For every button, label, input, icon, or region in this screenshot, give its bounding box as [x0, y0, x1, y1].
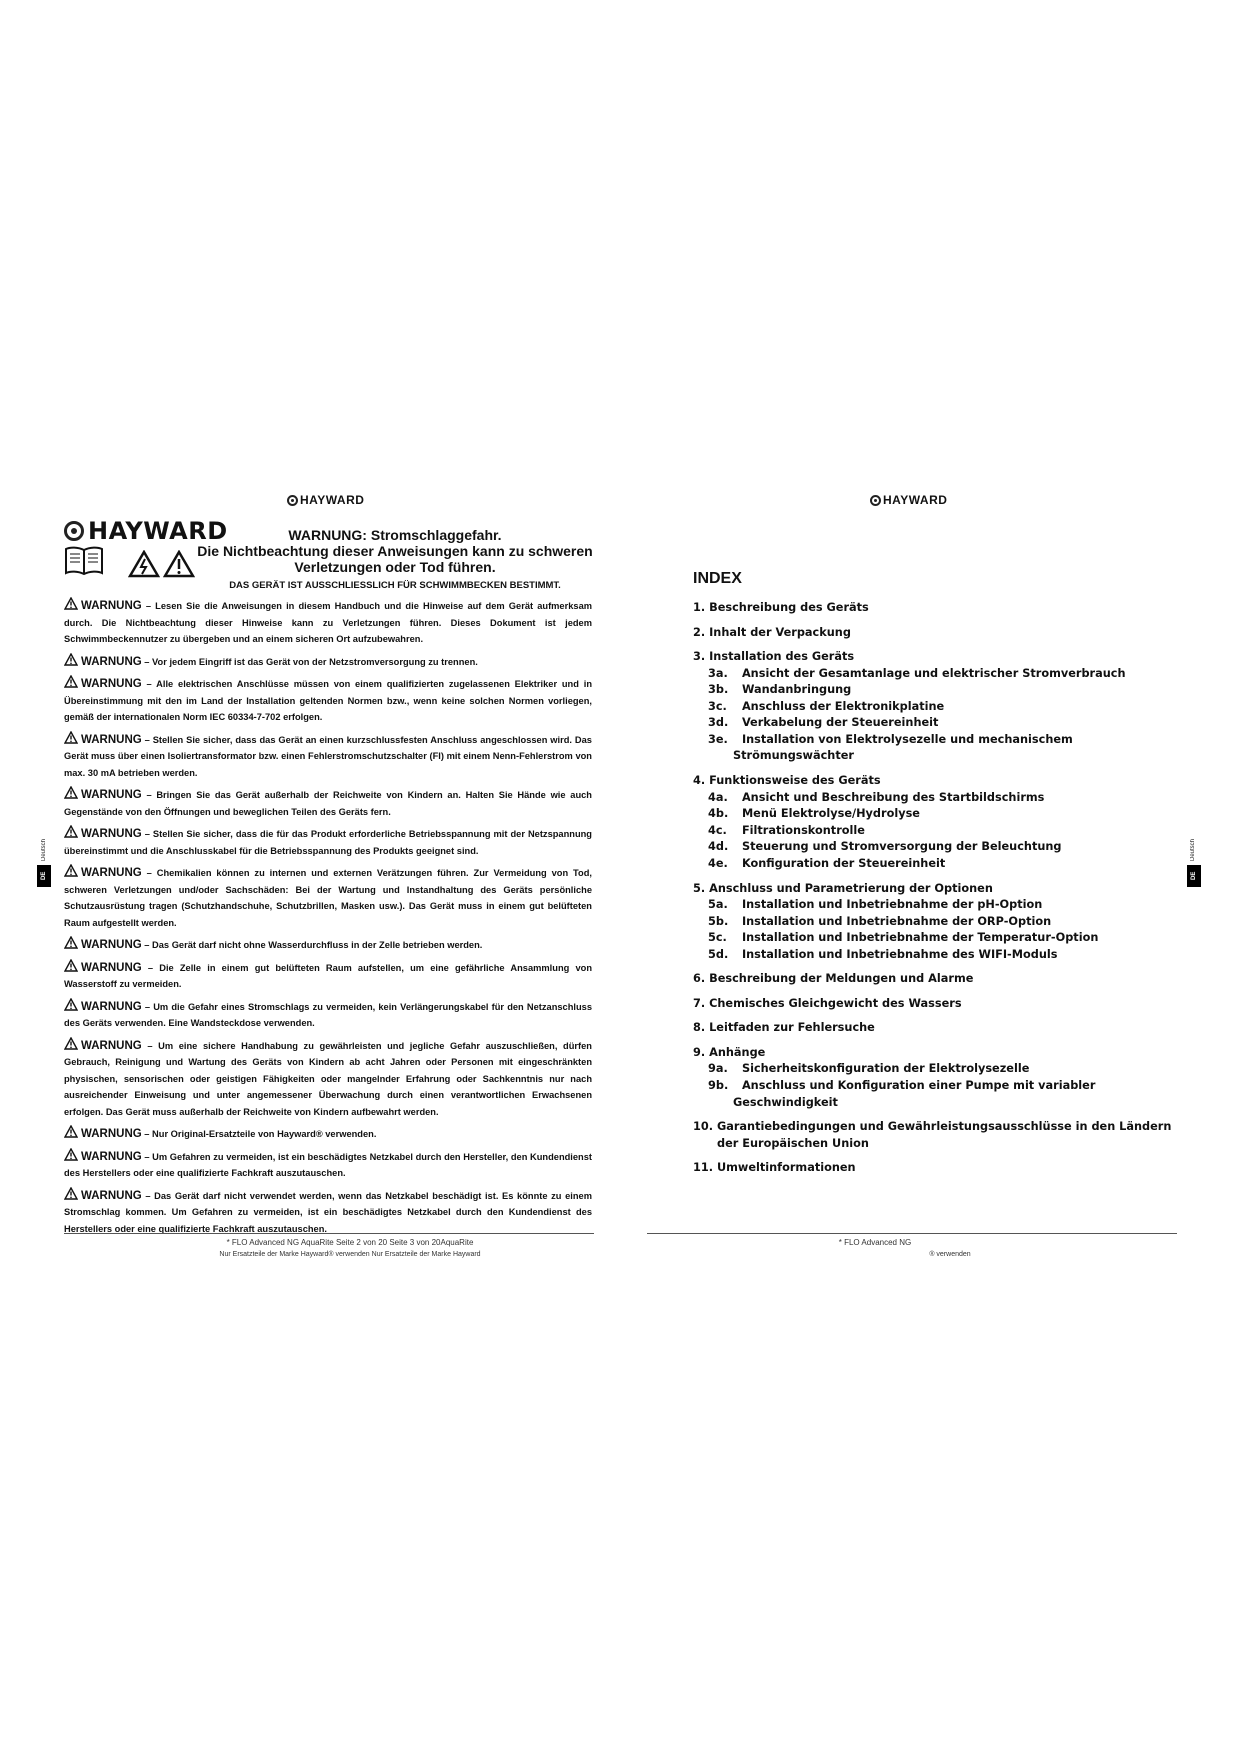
toc-subsection-label: Installation von Elektrolysezelle und mechanischem: [741, 732, 1073, 746]
toc-section-label: Leitfaden zur Fehlersuche: [709, 1021, 875, 1035]
warning-text: – Das Gerät darf nicht verwendet werden, wenn das Netzkabel beschädigt ist. Es könnte zu einem Stromschlag kommen. Um Gefahren zu vermeiden, ist ein beschädigtes Netzkabel durch den Kundendienst des Herstellers oder eine qualifizierte Fachkraft auszutauschen.: [64, 1190, 592, 1234]
warning-label: WARNUNG: [81, 789, 142, 801]
toc-subsection-label: Installation und Inbetriebnahme der ORP-Option: [741, 914, 1052, 928]
toc-section-continuation: der Europäischen Union: [717, 1136, 869, 1150]
toc-section-label: Beschreibung des Geräts: [709, 601, 869, 614]
warning-label: WARNUNG: [81, 1150, 142, 1163]
toc-subsection-label: Ansicht der Gesamtanlage und elektrischer Stromverbrauch: [741, 666, 1126, 680]
warning-item: [64, 1037, 592, 1121]
warning-label: WARNUNG: [81, 828, 142, 840]
warning-triangle-icon: [64, 998, 78, 1011]
warning-triangle-icon: [64, 675, 78, 688]
warning-text: – Um die Gefahr eines Stromschlags zu vermeiden, kein Verlängerungskabel für den Netzanschluss des Geräts verwenden. Eine Wandsteckdose verwenden.: [64, 1001, 592, 1028]
toc-subsection-label: Installation und Inbetriebnahme der Temperatur-Option: [741, 931, 1099, 945]
toc-subsection-label: Filtrationskontrolle: [741, 823, 865, 837]
toc-section-number: 2.: [693, 625, 706, 639]
warning-triangle-icon: [64, 1037, 78, 1050]
toc-section[interactable]: [693, 1045, 1193, 1062]
toc-subsection[interactable]: [693, 715, 1193, 732]
toc-subsection[interactable]: [693, 897, 1193, 914]
footer-divider-right: [647, 1233, 1177, 1234]
toc-subsection[interactable]: [693, 1078, 1193, 1095]
toc-section[interactable]: [693, 625, 1193, 642]
toc-section-number: 11.: [693, 1161, 714, 1175]
warning-title-line2: Die Nichtbeachtung dieser Anweisungen kann zu schweren: [197, 543, 593, 559]
toc-subsection-number: 4a.: [708, 790, 728, 804]
warning-title-line3: Verletzungen oder Tod führen.: [294, 559, 496, 575]
toc-section[interactable]: [693, 1160, 1193, 1177]
manual-book-icon: [64, 546, 104, 576]
warning-title-line1: WARNUNG: Stromschlaggefahr.: [288, 527, 502, 543]
toc-subsection-label: Anschluss der Elektronikplatine: [741, 699, 945, 713]
warning-triangle-icon: [64, 731, 78, 744]
warning-triangle-icon: [64, 786, 78, 799]
warning-text: – Um Gefahren zu vermeiden, ist ein beschädigtes Netzkabel durch den Hersteller, den Kundendienst des Herstellers oder eine qualifizierte Fachkraft auszutauschen.: [64, 1151, 592, 1178]
warning-item: [64, 1187, 592, 1238]
warning-item: [64, 731, 592, 782]
toc-subsection[interactable]: [693, 666, 1193, 683]
toc-section[interactable]: [693, 649, 1193, 666]
warning-item: [64, 825, 592, 859]
language-tab-right: DE: [1187, 865, 1201, 887]
warning-item: [64, 936, 592, 954]
toc-subsection-number: 5d.: [708, 947, 729, 961]
toc-section[interactable]: [693, 773, 1193, 790]
toc-subsection[interactable]: [693, 790, 1193, 807]
warning-item: [64, 1125, 592, 1143]
toc-subsection-number: 3b.: [708, 683, 729, 697]
warning-triangle-icon: [64, 1187, 78, 1200]
toc-section-label: Chemisches Gleichgewicht des Wassers: [709, 996, 962, 1010]
toc-subsection[interactable]: [693, 699, 1193, 716]
toc-section-number: 10.: [693, 1120, 714, 1134]
warning-item: [64, 959, 592, 993]
warning-label: WARNUNG: [81, 733, 142, 746]
toc-section[interactable]: [693, 881, 1193, 898]
toc-section-number: 1.: [693, 601, 706, 614]
toc-subsection-label: Installation und Inbetriebnahme der pH-Option: [741, 898, 1043, 912]
toc-subsection[interactable]: [693, 682, 1193, 699]
toc-subsection-label: Sicherheitskonfiguration der Elektrolysezelle: [741, 1062, 1030, 1076]
warning-text: – Stellen Sie sicher, dass die für das Produkt erforderliche Betriebsspannung mit der Netzspannung übereinstimmt und die Anschlusskabel für die Betriebsspannung des Produkts geeignet sind.: [64, 829, 592, 856]
language-label-left: Deutsch: [41, 838, 47, 861]
toc-subsection-label: Installation und Inbetriebnahme des WIFI-Moduls: [741, 947, 1058, 961]
hayward-logo-icon: [287, 495, 298, 506]
toc-subsection-continuation: Geschwindigkeit: [733, 1095, 838, 1109]
toc-subsection-label: Anschluss und Konfiguration einer Pumpe mit variabler: [741, 1079, 1096, 1092]
warning-label: WARNUNG: [81, 1128, 142, 1140]
footer-text-right: * FLO Advanced NG: [838, 1238, 912, 1247]
toc-subsection-number: 3a.: [708, 666, 728, 680]
footer-text-left: * FLO Advanced NG AquaRite Seite 2 von 20 Seite 3 von 20AquaRite: [226, 1238, 474, 1247]
toc-subsection-number: 4d.: [708, 840, 729, 854]
warning-label: WARNUNG: [81, 655, 142, 668]
warning-label: WARNUNG: [81, 600, 142, 612]
toc-subsection-number: 4b.: [708, 807, 729, 821]
warning-label: WARNUNG: [81, 678, 142, 690]
warning-item: [64, 998, 592, 1032]
toc-subsection[interactable]: [693, 930, 1193, 947]
warning-triangle-icon: [64, 653, 78, 666]
warning-triangle-icon: [64, 936, 78, 949]
footer-subtext-left: Nur Ersatzteile der Marke Hayward® verwenden Nur Ersatzteile der Marke Hayward: [219, 1251, 481, 1258]
warning-title: [195, 527, 595, 594]
warning-triangle-icon: [64, 825, 78, 838]
toc-subsection-number: 5c.: [708, 931, 727, 945]
table-of-contents: [693, 600, 1193, 1185]
toc-subsection[interactable]: [693, 823, 1193, 840]
warning-label: WARNUNG: [81, 939, 142, 951]
toc-subsection[interactable]: [693, 732, 1193, 749]
toc-subsection-number: 5b.: [708, 914, 729, 928]
toc-section[interactable]: [693, 600, 1193, 617]
toc-section-label: Umweltinformationen: [716, 1161, 856, 1175]
toc-section-label: Installation des Geräts: [709, 650, 855, 663]
toc-subsection-label: Ansicht und Beschreibung des Startbildschirms: [741, 790, 1045, 804]
warning-text: – Nur Original-Ersatzteile von Hayward® verwenden.: [144, 1129, 377, 1139]
brand-name: HAYWARD: [300, 493, 365, 507]
language-tab-left: DE: [37, 865, 51, 887]
warning-item: [64, 675, 592, 726]
toc-subsection-number: 3c.: [708, 699, 727, 713]
toc-section[interactable]: [693, 996, 1193, 1013]
toc-subsection[interactable]: [693, 914, 1193, 931]
warnings-list: [64, 597, 592, 1242]
warning-item: [64, 653, 592, 671]
warning-triangle-icon: [64, 1125, 78, 1138]
warning-item: [64, 597, 592, 648]
warning-label: WARNUNG: [81, 961, 142, 974]
language-label-right: Deutsch: [1190, 838, 1196, 861]
warning-item: [64, 864, 592, 931]
toc-section-label: Beschreibung der Meldungen und Alarme: [709, 972, 974, 986]
toc-section-label: Funktionsweise des Geräts: [709, 774, 881, 788]
toc-subsection[interactable]: [693, 839, 1193, 856]
toc-subsection-continuation: Strömungswächter: [733, 749, 854, 763]
warning-item: [64, 1148, 592, 1182]
footer-subtext-right: ® verwenden: [929, 1251, 971, 1258]
toc-subsection-label: Konfiguration der Steuereinheit: [741, 856, 946, 870]
toc-subsection-number: 4e.: [708, 856, 728, 870]
toc-section-number: 9.: [693, 1045, 706, 1059]
toc-section-label: Inhalt der Verpackung: [709, 625, 851, 639]
toc-subsection-number: 3e.: [708, 732, 728, 746]
toc-subsection-label: Steuerung und Stromversorgung der Beleuchtung: [741, 840, 1062, 854]
toc-subsection-number: 4c.: [708, 823, 727, 837]
warning-label: WARNUNG: [81, 1039, 142, 1052]
hayward-logo-small-left: [287, 493, 364, 507]
toc-subsection[interactable]: [693, 947, 1193, 964]
toc-section-number: 6.: [693, 972, 706, 986]
warning-triangle-icon: [64, 864, 78, 877]
toc-subsection[interactable]: [693, 806, 1193, 823]
warning-label: WARNUNG: [81, 867, 142, 879]
warning-text: – Die Zelle in einem gut belüfteten Raum aufstellen, um eine gefährliche Ansammlung von Wasserstoff zu vermeiden.: [64, 962, 592, 989]
warning-text: – Lesen Sie die Anweisungen in diesem Handbuch und die Hinweise auf dem Gerät aufmerksam durch. Die Nichtbeachtung dieser Hinweise kann zu Verletzungen führen. Dieses Dokument ist jedem Schwimmbeckennutzer zu übergeben und an einem sicheren Ort aufzubewahren.: [64, 601, 593, 644]
footer-divider-left: [64, 1233, 594, 1234]
hayward-logo-small-right: [870, 493, 947, 507]
warning-item: [64, 786, 592, 820]
toc-section-number: 5.: [693, 881, 706, 895]
toc-section-number: 4.: [693, 774, 706, 788]
index-title: INDEX: [693, 570, 742, 587]
toc-subsection-number: 5a.: [708, 898, 728, 912]
toc-subsection-label: Menü Elektrolyse/Hydrolyse: [741, 807, 920, 821]
warning-triangle-icon: [64, 1148, 78, 1161]
warning-text: – Stellen Sie sicher, dass das Gerät an einen kurzschlussfesten Anschluss angeschlossen wird. Das Gerät muss über einen Isoliertransformator bzw. einen Fehlerstromschutzschalter (FI) mit einem Nenn-Fehlerstrom von max. 30 mA betrieben werden.: [64, 734, 592, 778]
toc-section-label: Garantiebedingungen und Gewährleistungsausschlüsse in den Ländern: [716, 1120, 1172, 1134]
warning-text: – Das Gerät darf nicht ohne Wasserdurchfluss in der Zelle betrieben werden.: [144, 940, 483, 950]
toc-section-number: 7.: [693, 996, 706, 1010]
warning-text: – Bringen Sie das Gerät außerhalb der Reichweite von Kindern an. Halten Sie Hände wie auch Gegenstände von den Öffnungen und beweglichen Teilen des Geräts fern.: [64, 790, 592, 817]
toc-section-number: 8.: [693, 1021, 706, 1035]
hayward-logo-icon: [64, 521, 84, 541]
toc-section[interactable]: [693, 1020, 1193, 1037]
warning-text: – Alle elektrischen Anschlüsse müssen von einem qualifizierten zugelassenen Elektriker und in Übereinstimmung mit den im Land der Installation geltenden Normen bzw., wenn keine solchen Normen vorliegen, gemäß der internationalen Norm IEC 60334-7-702 erfolgen.: [64, 679, 592, 722]
toc-subsection[interactable]: [693, 856, 1193, 873]
electric-hazard-icon: [128, 550, 160, 578]
brand-name: HAYWARD: [88, 517, 228, 545]
toc-subsection-number: 9b.: [708, 1079, 729, 1092]
warning-triangle-icon: [163, 550, 195, 578]
warning-label: WARNUNG: [81, 1000, 142, 1013]
brand-name: HAYWARD: [883, 493, 948, 507]
toc-subsection[interactable]: [693, 1061, 1193, 1078]
toc-section-label: Anschluss und Parametrierung der Optionen: [709, 881, 993, 895]
warning-triangle-icon: [64, 597, 78, 610]
toc-subsection-label: Wandanbringung: [741, 683, 852, 697]
warning-text: – Vor jedem Eingriff ist das Gerät von der Netzstromversorgung zu trennen.: [144, 656, 478, 667]
warning-text: – Um eine sichere Handhabung zu gewährleisten und jegliche Gefahr auszuschließen, dürfen Gebrauch, Reinigung und Wartung des Geräts von Kindern ab acht Jahren oder Personen mit eingeschränkten physischen, sensorischen oder geistigen Fähigkeiten oder mangelnder Erfahrung oder Sachkenntnis nur nach ausreichender Einweisung und unter angemessener Überwachung durch einen verantwortlichen Erwachsenen erfolgen. Das Gerät muss außerhalb der Reichweite von Kindern aufbewahrt werden.: [64, 1040, 592, 1117]
warning-title-line4: DAS GERÄT IST AUSSCHLIESSLICH FÜR SCHWIMMBECKEN BESTIMMT.: [229, 580, 561, 591]
toc-section-number: 3.: [693, 650, 706, 663]
toc-subsection-label: Verkabelung der Steuereinheit: [741, 716, 939, 730]
toc-section[interactable]: [693, 971, 1193, 988]
warning-text: – Chemikalien können zu internen und externen Verätzungen führen. Zur Vermeidung von Tod, schweren Verletzungen und/oder Sachschäden: Bei der Wartung und Instandhaltung des Geräts persönliche Schutzausrüstung tragen (Schutzhandschuhe, Schutzbrillen, Masken usw.). Das Gerät muss in einem gut belüfteten Raum aufgestellt werden.: [64, 868, 592, 928]
warning-label: WARNUNG: [81, 1189, 142, 1202]
hayward-logo-icon: [870, 495, 881, 506]
toc-section[interactable]: [693, 1119, 1193, 1136]
toc-subsection-number: 3d.: [708, 716, 729, 730]
toc-subsection-number: 9a.: [708, 1062, 728, 1076]
toc-section-label: Anhänge: [709, 1045, 766, 1059]
warning-triangle-icon: [64, 959, 78, 972]
